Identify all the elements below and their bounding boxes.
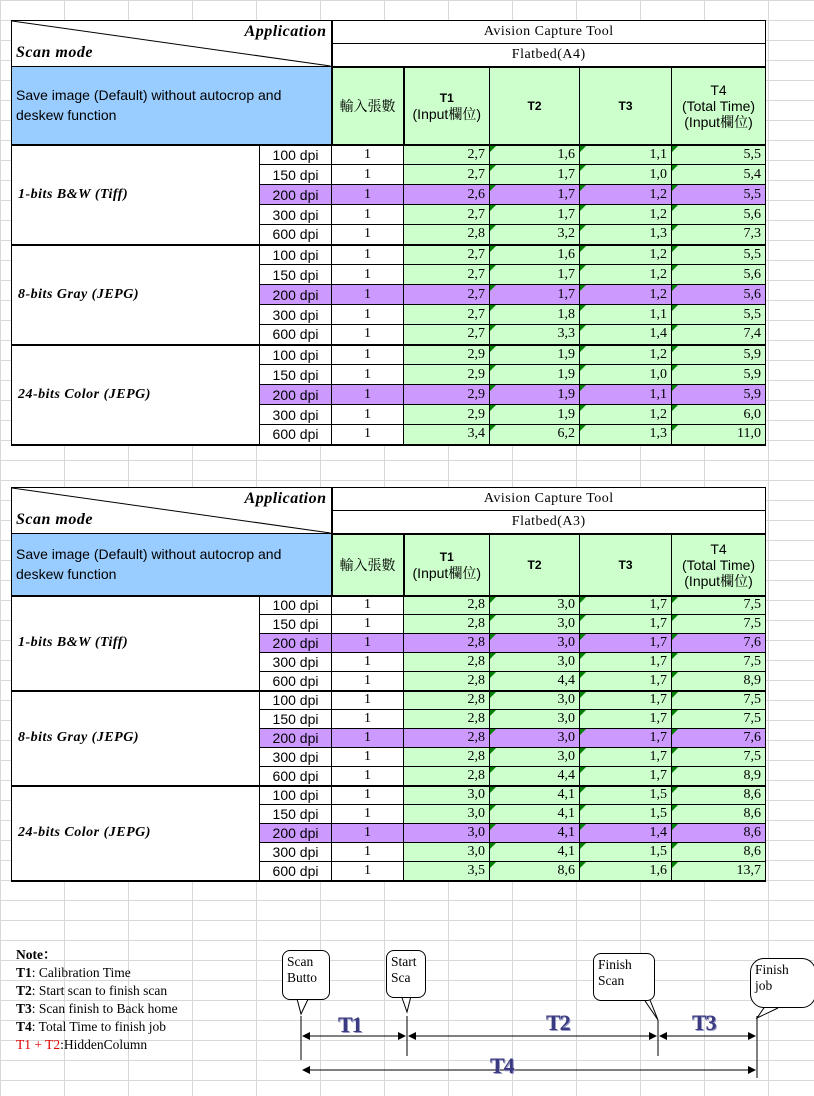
- note-label: T1: [16, 965, 32, 980]
- description-header: Save image (Default) without autocrop and deskew function: [12, 534, 332, 596]
- t1-cell: 2,8: [404, 729, 490, 748]
- t3-cell: 1,7: [580, 729, 672, 748]
- t4-header-sub1: (Total Time): [681, 556, 756, 573]
- t1-cell: 3,0: [404, 805, 490, 824]
- dpi-cell: 600 dpi: [260, 325, 332, 345]
- t4-cell: 7,5: [672, 691, 766, 710]
- t2-cell: 4,1: [490, 805, 580, 824]
- count-cell: 1: [332, 748, 404, 767]
- dpi-cell: 600 dpi: [260, 767, 332, 786]
- bubble-finish-job: Finish job: [750, 958, 814, 1008]
- dpi-cell: 150 dpi: [260, 265, 332, 285]
- count-cell: 1: [332, 205, 404, 225]
- t3-cell: 1,4: [580, 824, 672, 843]
- t4-cell: 5,6: [672, 205, 766, 225]
- dpi-cell: 200 dpi: [260, 185, 332, 205]
- t4-cell: 5,9: [672, 385, 766, 405]
- t4-cell: 7,5: [672, 748, 766, 767]
- timing-table-a3: [11, 487, 766, 882]
- t1-cell: 3,0: [404, 843, 490, 862]
- t1-cell: 3,0: [404, 786, 490, 805]
- t1-cell: 2,8: [404, 767, 490, 786]
- t4-header-sub1: (Total Time): [681, 97, 756, 114]
- count-cell: 1: [332, 185, 404, 205]
- dpi-cell: 100 dpi: [260, 145, 332, 165]
- t1-cell: 2,7: [404, 265, 490, 285]
- dpi-cell: 600 dpi: [260, 225, 332, 245]
- t4-header-title: T4: [710, 540, 727, 557]
- t3-cell: 1,7: [580, 710, 672, 729]
- t1-header: [404, 67, 490, 145]
- t3-cell: 1,3: [580, 425, 672, 445]
- t3-cell: 1,5: [580, 843, 672, 862]
- table-row: [12, 345, 766, 365]
- t3-cell: 1,2: [580, 265, 672, 285]
- dpi-cell: 150 dpi: [260, 805, 332, 824]
- t3-cell: 1,0: [580, 365, 672, 385]
- dpi-cell: 100 dpi: [260, 786, 332, 805]
- t4-cell: 7,5: [672, 596, 766, 615]
- t4-cell: 5,5: [672, 305, 766, 325]
- t2-cell: 3,0: [490, 596, 580, 615]
- t2-header-title: T2: [527, 99, 542, 113]
- t3-cell: 1,2: [580, 245, 672, 265]
- note-hidden-column: [16, 1036, 178, 1054]
- note-text: : Total Time to finish job: [31, 1019, 166, 1034]
- table-row: [12, 245, 766, 265]
- note-text: : Start scan to finish scan: [31, 983, 168, 998]
- dpi-cell: 300 dpi: [260, 653, 332, 672]
- t3-header-title: T3: [618, 558, 633, 572]
- t4-header-sub2: (Input欄位): [684, 572, 753, 589]
- t1-cell: 2,9: [404, 385, 490, 405]
- application-label: Application: [244, 23, 327, 40]
- dpi-cell: 100 dpi: [260, 596, 332, 615]
- t4-cell: 8,6: [672, 824, 766, 843]
- scan-mode-name: 24-bits Color (JEPG): [12, 786, 260, 881]
- t1-header-title: T1: [439, 91, 454, 105]
- t3-cell: 1,2: [580, 185, 672, 205]
- note-item: [16, 982, 178, 1000]
- t2-cell: 1,7: [490, 265, 580, 285]
- t4-cell: 5,6: [672, 265, 766, 285]
- t2-cell: 3,3: [490, 325, 580, 345]
- count-cell: 1: [332, 325, 404, 345]
- t2-cell: 3,2: [490, 225, 580, 245]
- bubble-start-scan: Start Sca: [386, 950, 426, 998]
- note-text: : Calibration Time: [31, 965, 131, 980]
- t2-cell: 4,4: [490, 672, 580, 691]
- count-cell: 1: [332, 385, 404, 405]
- label-t3: T3: [692, 1010, 716, 1035]
- t2-cell: 4,1: [490, 843, 580, 862]
- bubble-finish-scan: Finish Scan: [593, 953, 655, 1001]
- count-cell: 1: [332, 145, 404, 165]
- note-hidden-text: :HiddenColumn: [60, 1037, 148, 1052]
- t3-cell: 1,2: [580, 405, 672, 425]
- t4-cell: 11,0: [672, 425, 766, 445]
- t1-cell: 2,8: [404, 748, 490, 767]
- t1-cell: 2,8: [404, 672, 490, 691]
- description-header: Save image (Default) without autocrop and deskew function: [12, 67, 332, 145]
- t1-cell: 3,5: [404, 862, 490, 881]
- t4-cell: 7,6: [672, 729, 766, 748]
- dpi-cell: 300 dpi: [260, 205, 332, 225]
- t3-cell: 1,7: [580, 767, 672, 786]
- scan-mode-name: 1-bits B&W (Tiff): [12, 145, 260, 245]
- dpi-cell: 200 dpi: [260, 729, 332, 748]
- t3-header: [580, 534, 672, 596]
- count-cell: 1: [332, 672, 404, 691]
- table-row: [12, 596, 766, 615]
- t2-cell: 1,8: [490, 305, 580, 325]
- t2-cell: 3,0: [490, 653, 580, 672]
- table-row: [12, 691, 766, 710]
- t4-cell: 7,3: [672, 225, 766, 245]
- flatbed-size: Flatbed(A3): [332, 511, 766, 534]
- label-t4: T4: [490, 1053, 514, 1078]
- t4-cell: 8,9: [672, 672, 766, 691]
- t3-cell: 1,7: [580, 596, 672, 615]
- t2-cell: 1,9: [490, 365, 580, 385]
- t4-cell: 5,9: [672, 365, 766, 385]
- t4-cell: 5,6: [672, 285, 766, 305]
- t1-cell: 2,7: [404, 305, 490, 325]
- dpi-cell: 150 dpi: [260, 365, 332, 385]
- t1-cell: 2,7: [404, 325, 490, 345]
- t1-cell: 3,0: [404, 824, 490, 843]
- t3-cell: 1,1: [580, 145, 672, 165]
- t2-cell: 3,0: [490, 748, 580, 767]
- scan-mode-name: 8-bits Gray (JEPG): [12, 245, 260, 345]
- count-cell: 1: [332, 365, 404, 385]
- note-hidden-label: T1 + T2: [16, 1037, 61, 1052]
- t4-header: [672, 67, 766, 145]
- note-item: [16, 1000, 178, 1018]
- t1-cell: 2,8: [404, 615, 490, 634]
- t4-cell: 6,0: [672, 405, 766, 425]
- t2-cell: 1,7: [490, 165, 580, 185]
- t3-cell: 1,0: [580, 165, 672, 185]
- t4-cell: 7,5: [672, 710, 766, 729]
- note-label: T3: [16, 1001, 32, 1016]
- t3-cell: 1,2: [580, 205, 672, 225]
- label-t2: T2: [546, 1010, 570, 1035]
- note-item: [16, 964, 178, 982]
- t3-header: [580, 67, 672, 145]
- count-cell: 1: [332, 653, 404, 672]
- scan-mode-label: Scan mode: [16, 511, 93, 528]
- t1-cell: 2,7: [404, 205, 490, 225]
- dpi-cell: 600 dpi: [260, 672, 332, 691]
- t1-cell: 2,8: [404, 634, 490, 653]
- t1-cell: 2,8: [404, 710, 490, 729]
- dpi-cell: 150 dpi: [260, 165, 332, 185]
- t1-cell: 2,7: [404, 285, 490, 305]
- t3-cell: 1,7: [580, 691, 672, 710]
- count-cell: 1: [332, 615, 404, 634]
- dpi-cell: 200 dpi: [260, 285, 332, 305]
- t4-cell: 7,6: [672, 634, 766, 653]
- t2-cell: 1,9: [490, 405, 580, 425]
- dpi-cell: 600 dpi: [260, 862, 332, 881]
- t1-cell: 2,8: [404, 653, 490, 672]
- count-cell: 1: [332, 596, 404, 615]
- t2-cell: 4,1: [490, 786, 580, 805]
- t3-cell: 1,2: [580, 345, 672, 365]
- note-item: [16, 1018, 178, 1036]
- note-label: T4: [16, 1019, 32, 1034]
- t1-cell: 3,4: [404, 425, 490, 445]
- t1-cell: 2,7: [404, 145, 490, 165]
- t1-cell: 2,9: [404, 405, 490, 425]
- t4-cell: 8,6: [672, 786, 766, 805]
- t2-header: [490, 67, 580, 145]
- notes-title: Note：: [16, 947, 57, 962]
- t3-cell: 1,7: [580, 634, 672, 653]
- count-cell: 1: [332, 285, 404, 305]
- scan-mode-name: 8-bits Gray (JEPG): [12, 691, 260, 786]
- dpi-cell: 300 dpi: [260, 748, 332, 767]
- dpi-cell: 300 dpi: [260, 405, 332, 425]
- notes-section: [16, 946, 178, 1054]
- t2-cell: 4,4: [490, 767, 580, 786]
- dpi-cell: 100 dpi: [260, 245, 332, 265]
- label-t1: T1: [338, 1012, 362, 1037]
- t3-cell: 1,7: [580, 653, 672, 672]
- tool-name: Avision Capture Tool: [332, 21, 766, 44]
- t3-cell: 1,7: [580, 748, 672, 767]
- t3-cell: 1,3: [580, 225, 672, 245]
- dpi-cell: 150 dpi: [260, 615, 332, 634]
- t1-cell: 2,8: [404, 596, 490, 615]
- count-cell: 1: [332, 305, 404, 325]
- t2-cell: 8,6: [490, 862, 580, 881]
- dpi-cell: 200 dpi: [260, 634, 332, 653]
- t4-cell: 5,5: [672, 245, 766, 265]
- count-cell: 1: [332, 786, 404, 805]
- count-header: 輸入張數: [332, 534, 404, 596]
- t2-cell: 3,0: [490, 710, 580, 729]
- t3-cell: 1,1: [580, 385, 672, 405]
- count-cell: 1: [332, 405, 404, 425]
- t4-cell: 8,9: [672, 767, 766, 786]
- t1-cell: 2,6: [404, 185, 490, 205]
- count-cell: 1: [332, 862, 404, 881]
- count-cell: 1: [332, 691, 404, 710]
- t3-cell: 1,1: [580, 305, 672, 325]
- tool-name: Avision Capture Tool: [332, 488, 766, 511]
- t3-cell: 1,2: [580, 285, 672, 305]
- count-cell: 1: [332, 824, 404, 843]
- count-cell: 1: [332, 710, 404, 729]
- t1-header: [404, 534, 490, 596]
- t2-cell: 1,6: [490, 145, 580, 165]
- t3-cell: 1,6: [580, 862, 672, 881]
- t2-cell: 4,1: [490, 824, 580, 843]
- t1-cell: 2,8: [404, 225, 490, 245]
- note-text: : Scan finish to Back home: [31, 1001, 178, 1016]
- t4-cell: 5,9: [672, 345, 766, 365]
- scan-mode-name: 1-bits B&W (Tiff): [12, 596, 260, 691]
- t2-cell: 1,7: [490, 205, 580, 225]
- t1-header-title: T1: [439, 550, 454, 564]
- dpi-cell: 200 dpi: [260, 824, 332, 843]
- t2-cell: 1,6: [490, 245, 580, 265]
- scan-mode-name: 24-bits Color (JEPG): [12, 345, 260, 445]
- count-cell: 1: [332, 345, 404, 365]
- t4-cell: 8,6: [672, 843, 766, 862]
- count-cell: 1: [332, 165, 404, 185]
- t1-header-sub: (Input欄位): [412, 106, 481, 122]
- dpi-cell: 150 dpi: [260, 710, 332, 729]
- header-diagonal-cell: [12, 21, 332, 67]
- count-cell: 1: [332, 843, 404, 862]
- dpi-cell: 200 dpi: [260, 385, 332, 405]
- t4-cell: 5,4: [672, 165, 766, 185]
- t2-cell: 1,9: [490, 385, 580, 405]
- t2-cell: 3,0: [490, 634, 580, 653]
- t2-header: [490, 534, 580, 596]
- t4-cell: 13,7: [672, 862, 766, 881]
- t4-header: [672, 534, 766, 596]
- count-cell: 1: [332, 805, 404, 824]
- dpi-cell: 600 dpi: [260, 425, 332, 445]
- t2-cell: 3,0: [490, 615, 580, 634]
- t4-header-title: T4: [710, 81, 727, 98]
- flatbed-size: Flatbed(A4): [332, 44, 766, 67]
- t2-cell: 1,7: [490, 185, 580, 205]
- t4-cell: 8,6: [672, 805, 766, 824]
- t2-header-title: T2: [527, 558, 542, 572]
- count-cell: 1: [332, 245, 404, 265]
- count-cell: 1: [332, 767, 404, 786]
- header-diagonal-cell: [12, 488, 332, 534]
- t2-cell: 3,0: [490, 729, 580, 748]
- bubble-scan-button: Scan Butto: [282, 950, 330, 1000]
- dpi-cell: 300 dpi: [260, 305, 332, 325]
- t2-cell: 6,2: [490, 425, 580, 445]
- t3-cell: 1,5: [580, 786, 672, 805]
- dpi-cell: 300 dpi: [260, 843, 332, 862]
- table-row: [12, 786, 766, 805]
- t2-cell: 3,0: [490, 691, 580, 710]
- t3-cell: 1,5: [580, 805, 672, 824]
- t4-cell: 7,5: [672, 615, 766, 634]
- t1-cell: 2,9: [404, 345, 490, 365]
- t1-cell: 2,7: [404, 165, 490, 185]
- t1-cell: 2,7: [404, 245, 490, 265]
- t1-cell: 2,8: [404, 691, 490, 710]
- t3-cell: 1,7: [580, 615, 672, 634]
- t1-header-sub: (Input欄位): [412, 565, 481, 581]
- count-cell: 1: [332, 729, 404, 748]
- t2-cell: 1,7: [490, 285, 580, 305]
- t1-cell: 2,9: [404, 365, 490, 385]
- note-label: T2: [16, 983, 32, 998]
- scan-mode-label: Scan mode: [16, 44, 93, 61]
- application-label: Application: [244, 490, 327, 507]
- t4-header-sub2: (Input欄位): [684, 113, 753, 130]
- count-cell: 1: [332, 425, 404, 445]
- count-cell: 1: [332, 265, 404, 285]
- t3-cell: 1,7: [580, 672, 672, 691]
- dpi-cell: 100 dpi: [260, 691, 332, 710]
- count-header: 輸入張數: [332, 67, 404, 145]
- t4-cell: 7,4: [672, 325, 766, 345]
- table-row: [12, 145, 766, 165]
- timing-table-a4: [11, 20, 766, 446]
- t4-cell: 5,5: [672, 185, 766, 205]
- count-cell: 1: [332, 634, 404, 653]
- dpi-cell: 100 dpi: [260, 345, 332, 365]
- count-cell: 1: [332, 225, 404, 245]
- t4-cell: 5,5: [672, 145, 766, 165]
- t3-header-title: T3: [618, 99, 633, 113]
- t2-cell: 1,9: [490, 345, 580, 365]
- t3-cell: 1,4: [580, 325, 672, 345]
- t4-cell: 7,5: [672, 653, 766, 672]
